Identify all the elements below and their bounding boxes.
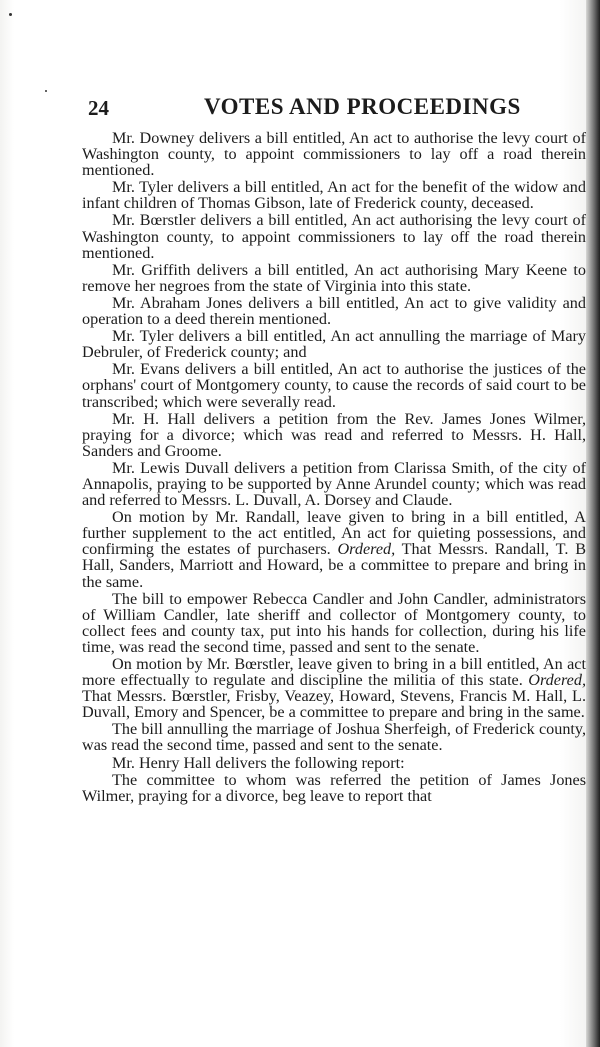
paragraph: Mr. Henry Hall delivers the following report: [112,753,405,772]
paragraph: Mr. Bœrstler delivers a bill entitled, An act authorising the levy court of Washington county, to appoint commissioners to lay off the road therein mentioned. [82,211,586,262]
page-number: 24 [88,96,109,120]
paragraph: The committee to whom was referred the petition of James Jones Wilmer, praying for a divorce, beg leave to report that [82,770,586,805]
paragraph: Mr. H. Hall delivers a petition from the Rev. James Jones Wilmer, praying for a divorce; which was read and referred to Messrs. H. Hall, Sanders and Groome. [82,409,586,460]
paragraph: Mr. Tyler delivers a bill entitled, An act annulling the marriage of Mary Debruler, of Frederick county; and [82,327,586,362]
ink-speck [45,90,47,92]
paragraph: The bill annulling the marriage of Joshua Sherfeigh, of Frederick county, was read the second time, passed and sent to the senate. [82,720,586,755]
paragraph: The bill to empower Rebecca Candler and John Candler, administrators of William Candler, late sheriff and collector of Montgomery county, to collect fees and county tax, put into his hands for collection, during his life time, was read the second time, passed and sent to the senate. [82,589,586,656]
paragraph: Mr. Tyler delivers a bill entitled, An act for the benefit of the widow and infant children of Thomas Gibson, late of Frederick county, deceased. [82,178,586,213]
page-binding-shadow [586,0,600,1047]
running-head: VOTES AND PROCEEDINGS [204,94,521,119]
paragraph: Mr. Abraham Jones delivers a bill entitled, An act to give validity and operation to a deed therein mentioned. [82,293,586,329]
paragraph: On motion by Mr. Randall, leave given to bring in a bill entitled, A further supplement to the act entitled, An act for quieting possessions, and confirming the estates of purchasers. Ordered, That Messrs. Randall, T. B Hall, Sanders, Marriott and Howard, be a committee to prepare and bring in the same. [82,508,586,591]
body-text [82,130,586,805]
paragraph: Mr. Griffith delivers a bill entitled, An act authorising Mary Keene to remove her negroes from the state of Virginia into this state. [82,260,586,295]
page-header [88,96,588,126]
ink-speck [9,13,12,16]
paragraph: Mr. Downey delivers a bill entitled, An act to authorise the levy court of Washington county, to appoint commissioners to lay off a road therein mentioned. [82,129,586,180]
paragraph: Mr. Evans delivers a bill entitled, An act to authorise the justices of the orphans' court of Montgomery county, to cause the records of said court to be transcribed; which were severally read. [82,360,586,411]
paragraph: Mr. Lewis Duvall delivers a petition from Clarissa Smith, of the city of Annapolis, praying to be supported by Anne Arundel county; which was read and referred to Messrs. L. Duvall, A. Dorsey and Claude. [82,458,586,510]
paragraph: On motion by Mr. Bœrstler, leave given to bring in a bill entitled, An act more effectually to regulate and discipline the militia of this state. Ordered, That Messrs. Bœrstler, Frisby, Veazey, Howard, Stevens, Francis M. Hall, L. Duvall, Emory and Spencer, be a committee to prepare and bring in the same. [82,655,586,722]
